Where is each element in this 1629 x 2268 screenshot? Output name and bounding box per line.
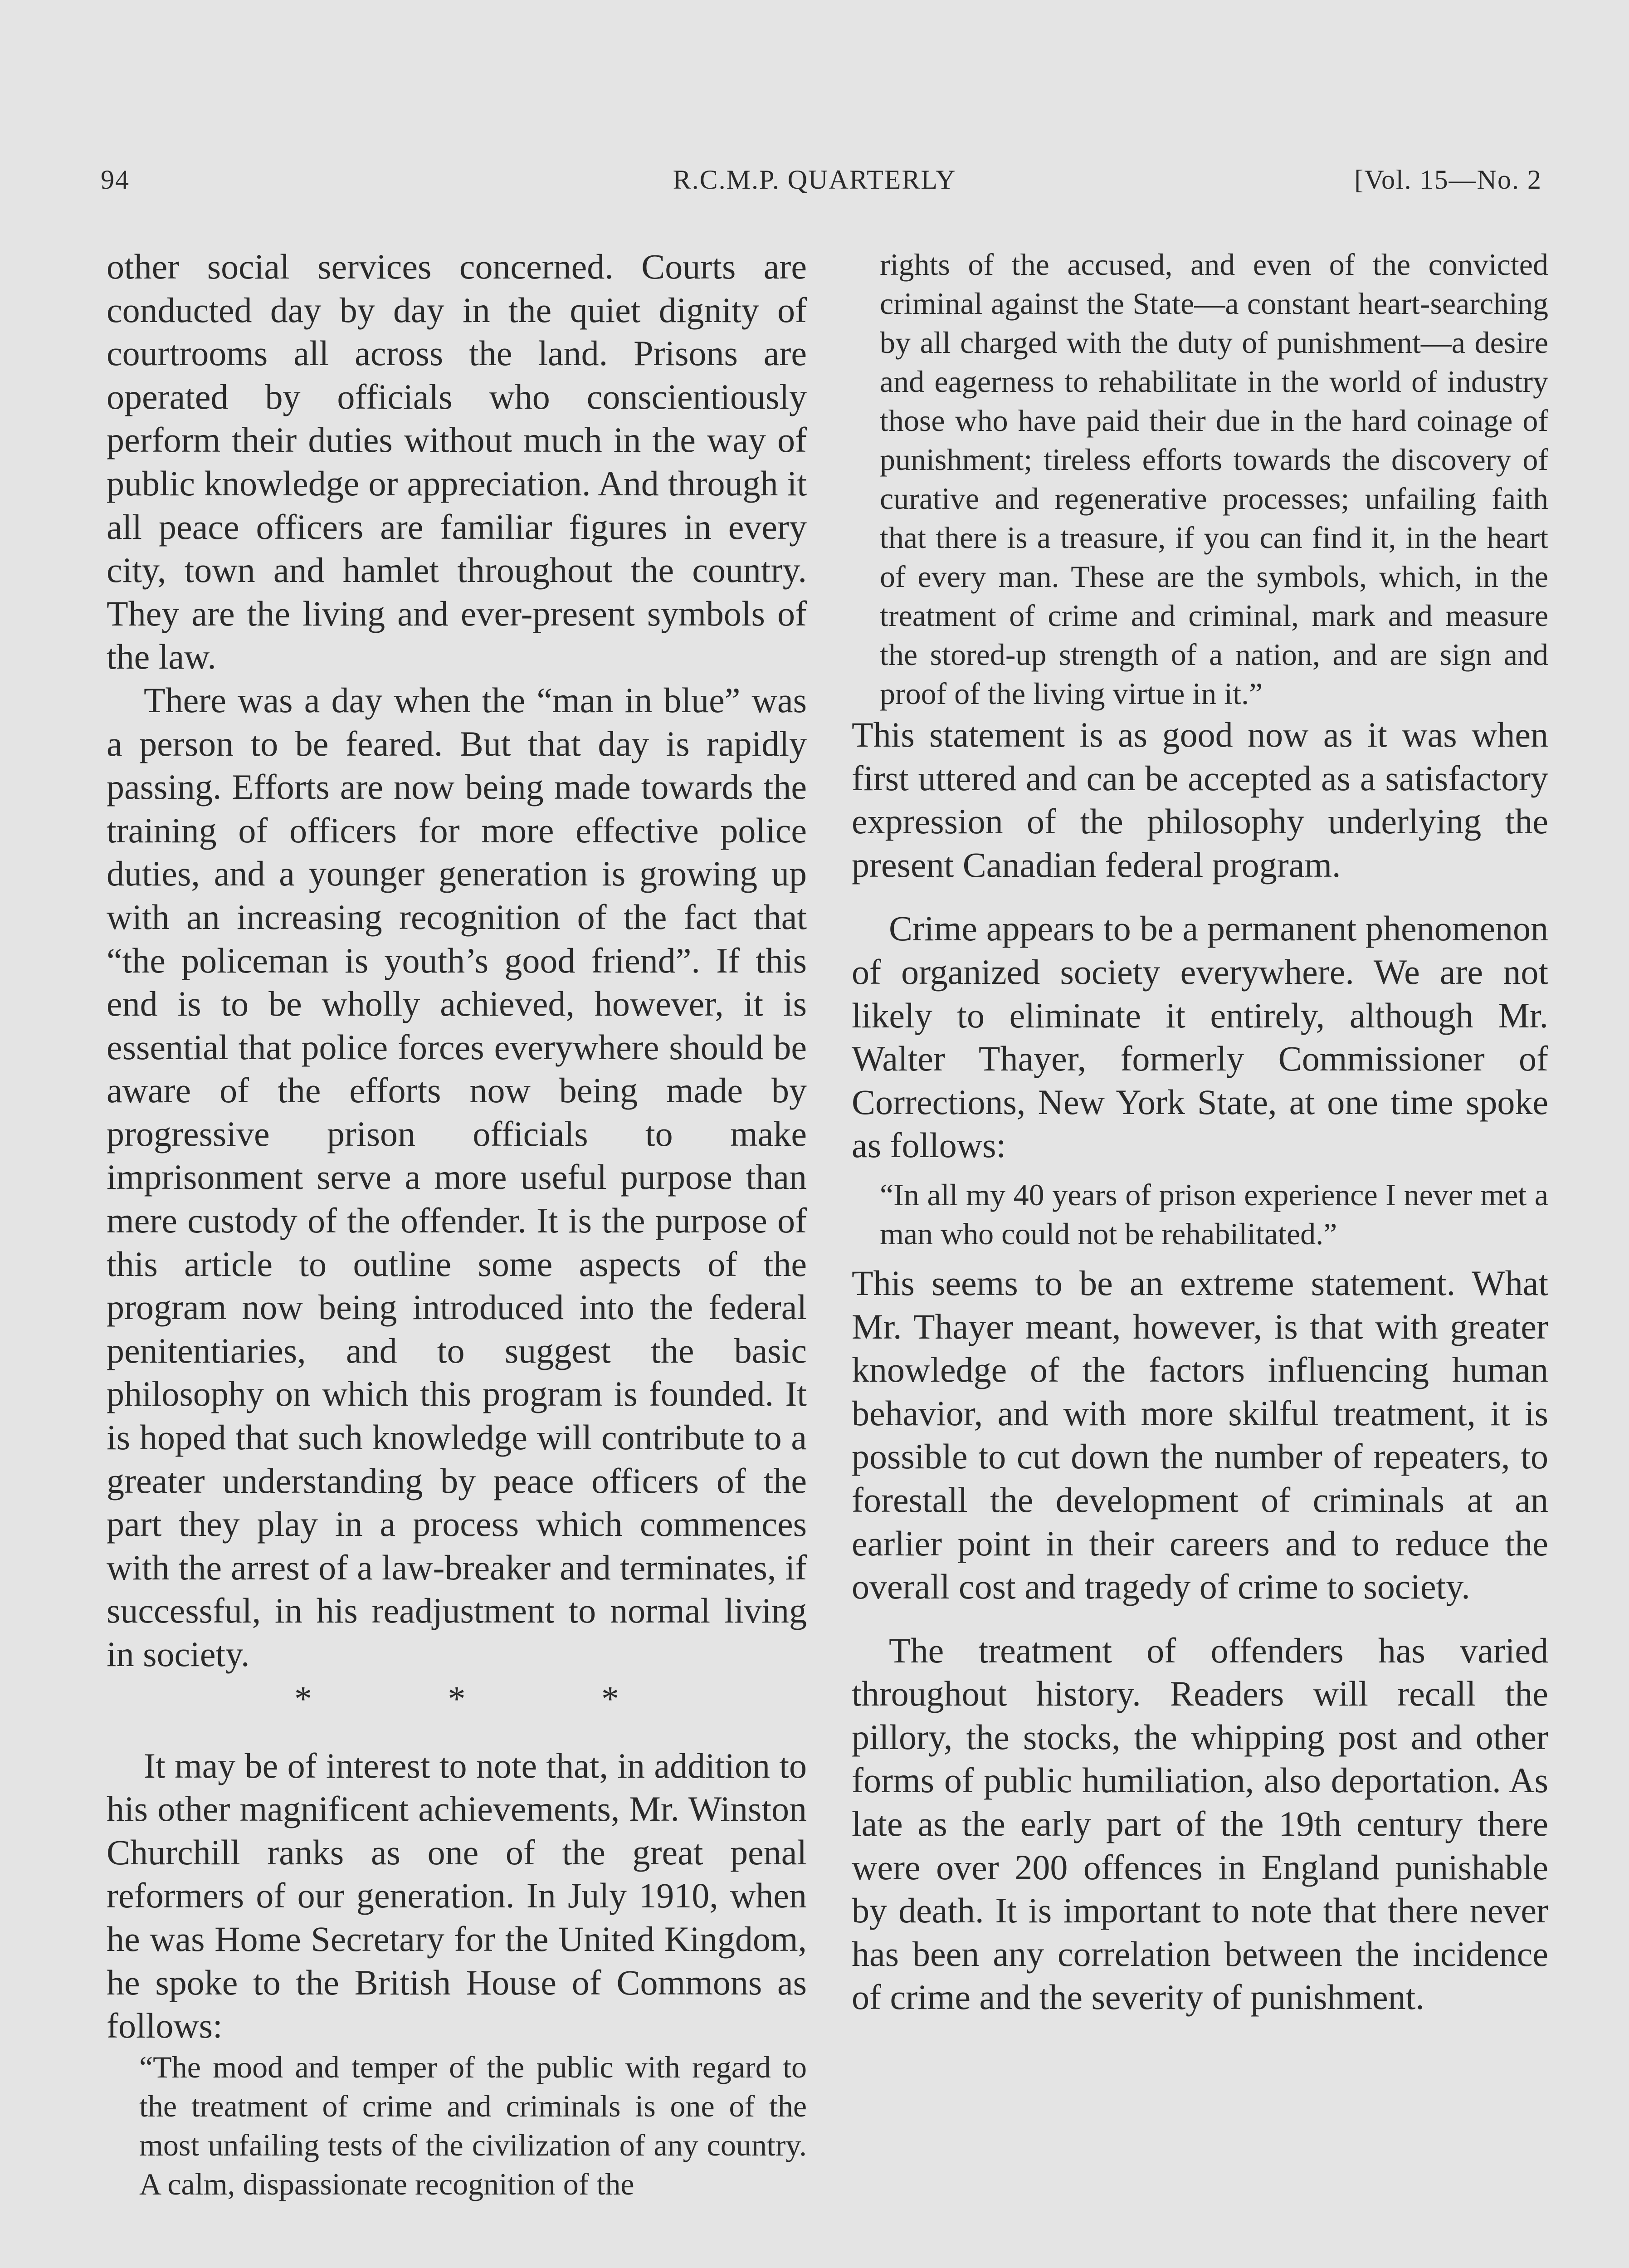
- paragraph: It may be of interest to note that, in addition to his other magnificent achievements, Mr. Winston Churchill ranks as one of the great penal reformers of our generation. In July 1910, when he was Home Secretary for the United Kingdom, he spoke to the British House of Commons as follows:: [107, 1745, 807, 2046]
- right-column: [852, 245, 1548, 2019]
- paragraph: This statement is as good now as it was when first uttered and can be accepted as a satisfactory expression of the philosophy underlying the present Canadian federal program.: [852, 715, 1548, 885]
- paragraph: other social services concerned. Courts are conducted day by day in the quiet dignity of courtrooms all across the land. Prisons are operated by officials who conscientiously perform their duties without much in the way of public knowledge or appreciation. And through it all peace officers are familiar figures in every city, town and hamlet throughout the country. They are the living and ever-present symbols of the law.: [107, 247, 807, 677]
- section-separator: * * *: [294, 1678, 683, 1718]
- volume-issue: [Vol. 15—No. 2: [1354, 165, 1542, 195]
- paragraph: There was a day when the “man in blue” was a person to be feared. But that day is rapidly passing. Efforts are now being made towards the training of officers for more effective police duties, and a younger generation is growing up with an increasing recognition of the fact that “the policeman is youth’s good friend”. If this end is to be wholly achieved, however, it is essential that police forces everywhere should be aware of the efforts now being made by progressive prison officials to make imprisonment serve a more useful purpose than mere custody of the offender. It is the purpose of this article to outline some aspects of the program now being introduced into the federal penitentiaries, and to suggest the basic philosophy on which this program is founded. It is hoped that such knowledge will contribute to a greater understanding by peace officers of the part they play in a process which commences with the arrest of a law-breaker and terminates, if successful, in his readjustment to normal living in society.: [107, 680, 807, 1674]
- block-quote-continued: rights of the accused, and even of the convicted criminal against the State—a constant heart-searching by all charged with the duty of punishment—a desire and eagerness to rehabilitate in the world of industry those who have paid their due in the hard coinage of punishment; tireless efforts towards the discovery of curative and regenerative processes; unfailing faith that there is a treasure, if you can find it, in the heart of every man. These are the symbols, which, in the treatment of crime and criminal, mark and measure the stored-up strength of a nation, and are sign and proof of the living virtue in it.”: [880, 247, 1548, 711]
- journal-title: R.C.M.P. QUARTERLY: [673, 165, 956, 195]
- left-column: [107, 245, 807, 2204]
- page-number: 94: [101, 165, 130, 195]
- paragraph: This seems to be an extreme statement. What Mr. Thayer meant, however, is that with greater knowledge of the factors influencing human behavior, and with more skilful treatment, it is possible to cut down the number of repeaters, to forestall the development of criminals at an earlier point in their careers and to reduce the overall cost and tragedy of crime to society.: [852, 1263, 1548, 1607]
- running-header: [0, 164, 1629, 205]
- paragraph: Crime appears to be a permanent phenomenon of organized society everywhere. We are not likely to eliminate it entirely, although Mr. Walter Thayer, formerly Commissioner of Corrections, New York State, at one time spoke as follows:: [852, 909, 1548, 1165]
- paragraph: The treatment of offenders has varied throughout history. Readers will recall the pillory, the stocks, the whipping post and other forms of public humiliation, also deportation. As late as the early part of the 19th century there were over 200 offences in England punishable by death. It is important to note that there never has been any correlation between the incidence of crime and the severity of punishment.: [852, 1630, 1548, 2017]
- block-quote: “In all my 40 years of prison experience I never met a man who could not be rehabilitated.”: [880, 1177, 1548, 1251]
- block-quote: “The mood and temper of the public with regard to the treatment of crime and criminals is one of the most unfailing tests of the civilization of any country. A calm, dispassionate recognition of the: [139, 2049, 807, 2201]
